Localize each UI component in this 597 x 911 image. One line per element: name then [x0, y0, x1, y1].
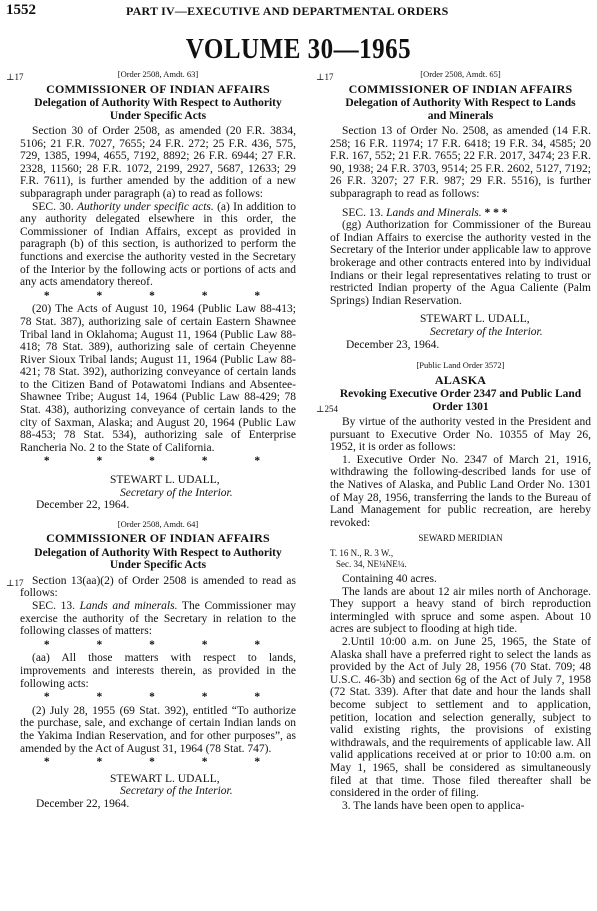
left-column	[20, 68, 296, 811]
paragraph: The lands are about 12 air miles north of Anchorage. They support a heavy stand of birch reproduction intermingled with spruce and some aspen. About 10 acres are subject to flooding at high tide.	[330, 585, 591, 636]
paragraph: 1. Executive Order No. 2347 of March 21, 1916, withdrawing the following-described lands for use of the Natives of Alaska, and Public Land Order No. 1301 of May 28, 1956, transferring the lands to the Bureau of Land Management for public recreation, are hereby revoked:	[330, 453, 591, 529]
order-reference: [Order 2508, Amdt. 63]	[117, 69, 199, 79]
paragraph: Containing 40 acres.	[342, 573, 437, 586]
paragraph: Section 13 of Order No. 2508, as amended (14 F.R. 258; 16 F.R. 11974; 17 F.R. 6418; 19 F.R. 34, 4585; 20 F.R. 167, 552; 21 F.R. 7655; 22 F.R. 2017, 3474; 23 F.R. 90, 1938; 24 F.R. 3703, 9514; 25 F.R. 2602, 5127, 7192; 26 F.R. 3207; 27 F.R. 987; 29 F.R. 5516), is further subparagraph to read as follows:	[330, 125, 591, 200]
paragraph: (2) July 28, 1955 (69 Stat. 392), entitled “To authorize the purchase, sale, and exchange of certain Indian lands on the Yakima Indian Reservation, and for other purposes”, as amended by the Act of August 31, 1964 (78 Stat. 747).	[20, 704, 296, 755]
paragraph: Section 30 of Order 2508, as amended (20 F.R. 3834, 5106; 21 F.R. 7027, 7655; 24 F.R. 272; 25 F.R. 436, 575, 729, 1385, 1994, 4655, 7192, 8892; 26 F.R. 6944; 27 F.R. 2328, 11560; 28 F.R. 1072, 2199, 2927, 5687, 12633; 29 F.R. 7611), is further amended by the addition of a new subparagraph under paragraph (a) to read as follows:	[20, 125, 296, 200]
paragraph: 3. The lands have been open to applica-	[342, 799, 525, 812]
order-reference: [Order 2508, Amdt. 64]	[117, 518, 199, 529]
paragraph: 2.Until 10:00 a.m. on June 25, 1965, the State of Alaska shall have a preferred right to select the lands as provided by the Act of July 28, 1956 (70 Stat. 709; 48 U.S.C. 46-3b) and section 6g of the Act of July 7, 1958 (72 Stat. 339). After that date and hour the lands shall become subject to settlement and to application, petition, location and selection generally, subject to valid existing rights, the provisions of existing withdrawals, and the requirements of applicable law. All valid applications received at or prior to 10:00 a.m. on May 1, 1965, shall be considered as simultaneously filed at that time. Those filed thereafter shall be considered in the order of filing.	[330, 636, 591, 800]
agency-heading: COMMISSIONER OF INDIAN AFFAIRS	[348, 81, 573, 96]
paragraph: By virtue of the authority vested in the President and pursuant to Executive Order No. 10355 of May 26, 1952, it is order as follows:	[330, 416, 591, 454]
ellipsis-stars: * * * * *	[43, 756, 283, 769]
running-header	[6, 2, 589, 20]
order-reference: [Public Land Order 3572]	[416, 360, 505, 371]
agency-heading: COMMISSIONER OF INDIAN AFFAIRS	[46, 81, 270, 96]
paragraph: (20) The Acts of August 10, 1964 (Public Law 88-413; 78 Stat. 387), authorizing sale of certain Eastern Shawnee Tribal land in Oklahoma; August 11, 1964 (Public Law 88-418; 78 Stat. 389), authorizing sale of certain Cheyenne River Sioux Tribal lands; August 11, 1964 (Public Law 88-421; 78 Stat. 392), authorizing conveyance of certain lands to the Citizen Band of Potawatomi Indians and Absentee-Shawnee Tribe; August 14, 1964 (Public Law 88-429; 78 Stat. 438), authorizing conveyance of certain lands to the city of Saxman, Alaska; and August 20, 1964 (Public Law 88-453; 78 Stat. 534), authorizing sale of Enterprise Rancheria No. 2 to the State of California.	[20, 303, 296, 454]
signature-date: December 22, 1964.	[36, 797, 130, 810]
margin-mark: ⊥17	[316, 72, 334, 82]
right-column	[330, 68, 591, 812]
subject-heading: Delegation of Authority With Respect to Lands and Minerals	[345, 97, 576, 122]
signer-name: STEWART L. UDALL,	[110, 772, 220, 785]
page-number: 1552	[6, 2, 36, 18]
tract-line: T. 16 N., R. 3 W.,	[330, 548, 394, 559]
volume-title: VOLUME 30—1965	[185, 33, 412, 65]
paragraph: Section 13(aa)(2) of Order 2508 is amended to read as follows:	[20, 574, 296, 600]
section-text: (a) In addition to any authority delegated elsewhere in this order, the Commissioner of Indian Affairs, except as provided in paragraph (b) of this section, is authorized to perform the functions and exercise the authority vested in the Secretary of the Interior by the following acts or portions of acts and any acts amendatory thereof.	[20, 200, 297, 289]
margin-mark: ⊥254	[316, 404, 338, 414]
agency-heading: COMMISSIONER OF INDIAN AFFAIRS	[46, 531, 270, 546]
margin-mark: ⊥17	[6, 578, 24, 588]
ellipsis-stars: * * * * *	[43, 691, 283, 704]
section-stars: * * *	[481, 206, 508, 219]
signer-title: Secretary of the Interior.	[120, 785, 233, 798]
section-label: SEC. 13.	[342, 206, 384, 219]
section-text: The Commissioner may exercise the authority of the Secretary in relation to the following classes of matters:	[20, 600, 296, 638]
order-reference: [Order 2508, Amdt. 65]	[420, 69, 501, 79]
subject-heading: Delegation of Authority With Respect to Authority Under Specific Acts	[34, 547, 282, 572]
tract-line: Sec. 34, NE¼NE¼.	[336, 559, 407, 570]
section-paragraph	[330, 207, 591, 220]
ellipsis-stars: * * * * *	[43, 455, 283, 468]
section-paragraph	[20, 201, 296, 289]
margin-mark: ⊥17	[6, 72, 24, 82]
section-title: Lands and Minerals.	[386, 206, 482, 219]
section-label: SEC. 30.	[32, 200, 74, 213]
signature-date: December 22, 1964.	[36, 499, 130, 512]
section-title: Lands and minerals.	[79, 600, 178, 612]
section-title: Authority under specific acts.	[77, 200, 214, 213]
section-paragraph	[20, 600, 296, 638]
paragraph: (gg) Authorization for Commissioner of the Bureau of Indian Affairs to exercise the authority vested in the Secretary of the Interior under applicable law to approve brokerage and other contracts entered into by individual Indians or their legal representatives relating to trust or restricted Indian property of the Agua Caliente (Palm Springs) Indian Reservation.	[330, 219, 591, 307]
signature-date: December 23, 1964.	[346, 338, 440, 351]
signer-title: Secretary of the Interior.	[120, 486, 233, 499]
signer-title: Secretary of the Interior.	[430, 325, 543, 338]
subject-heading: Revoking Executive Order 2347 and Public Land Order 1301	[339, 388, 582, 413]
signer-name: STEWART L. UDALL,	[110, 474, 220, 487]
subject-heading: Delegation of Authority With Respect to Authority Under Specific Acts	[34, 97, 282, 122]
paragraph: (aa) All those matters with respect to lands, improvements and interests therein, as provided in the following acts:	[20, 652, 296, 690]
meridian-heading: SEWARD MERIDIAN	[418, 533, 503, 544]
running-title: PART IV—EXECUTIVE AND DEPARTMENTAL ORDERS	[126, 4, 449, 18]
state-heading: ALASKA	[434, 372, 487, 387]
signer-name: STEWART L. UDALL,	[420, 313, 530, 326]
ellipsis-stars: * * * * *	[43, 289, 283, 302]
ellipsis-stars: * * * * *	[43, 638, 283, 651]
section-label: SEC. 13.	[32, 600, 75, 612]
